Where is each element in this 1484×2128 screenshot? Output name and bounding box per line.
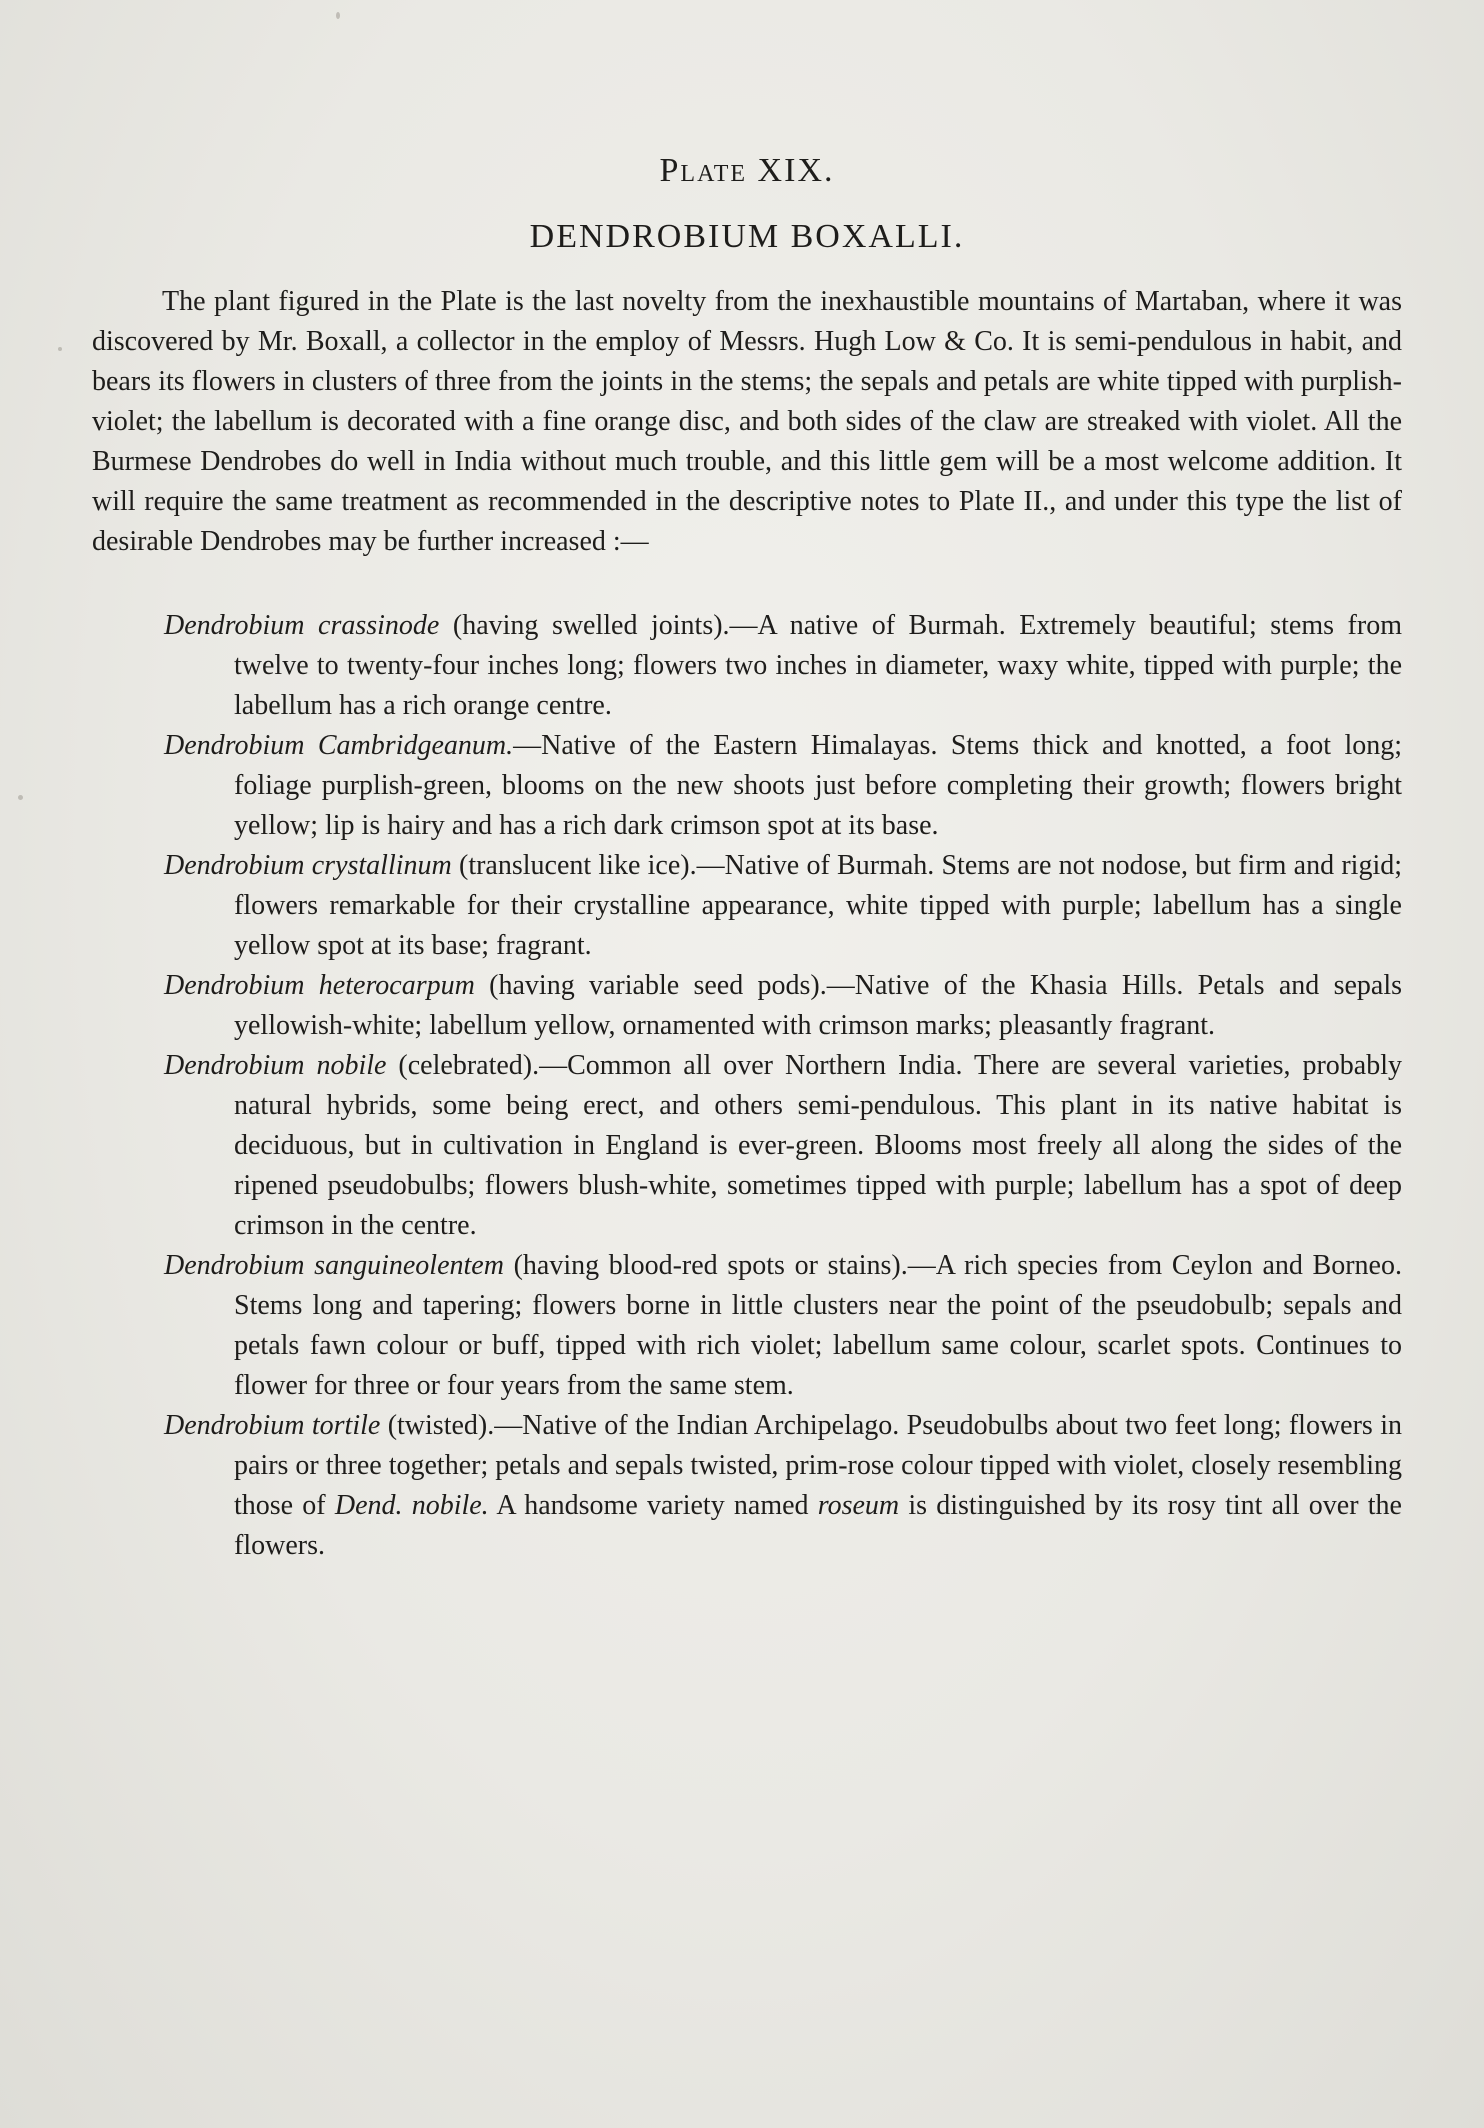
- species-description: A handsome variety named: [488, 1490, 818, 1521]
- species-description: (having swelled joints).—A native of Burmah. Extremely beautiful; stems from twelve to twenty-four inches long; flowers two inches in diameter, waxy white, tipped with purple; the labellum has a rich orange centre.: [234, 610, 1402, 721]
- plate-number: Plate XIX.: [659, 152, 835, 189]
- species-entry: [164, 846, 1402, 966]
- species-entry: [164, 966, 1402, 1046]
- species-name: Dendrobium nobile: [164, 1050, 387, 1081]
- variety-name: roseum: [817, 1490, 900, 1521]
- paper-blemish: [58, 347, 62, 351]
- species-name: Dendrobium heterocarpum: [164, 970, 475, 1001]
- species-entry: [164, 1046, 1402, 1246]
- species-entry: [164, 1246, 1402, 1406]
- species-name: Dendrobium tortile: [164, 1410, 381, 1441]
- intro-paragraph: The plant figured in the Plate is the last novelty from the inexhaustible mountains of Martaban, where it was discovered by Mr. Boxall, a collector in the employ of Messrs. Hugh Low & Co. It is semi-pendulous in habit, and bears its flowers in clusters of three from the joints in the stems; the sepals and petals are white tipped with purplish-violet; the labellum is decorated with a fine orange disc, and both sides of the claw are streaked with violet. All the Burmese Dendrobes do well in India without much trouble, and this little gem will be a most welcome addition. It will require the same treatment as recommended in the descriptive notes to Plate II., and under this type the list of desirable Dendrobes may be further increased :—: [92, 286, 1402, 557]
- species-description: (having blood-red spots or stains).—A rich species from Ceylon and Borneo. Stems long and tapering; flowers borne in little clusters near the point of the pseudobulb; sepals and petals fawn colour or buff, tipped with rich violet; labellum same colour, scarlet spots. Continues to flower for three or four years from the same stem.: [234, 1250, 1402, 1401]
- species-entry: [164, 606, 1402, 726]
- species-name: Dendrobium crassinode: [164, 610, 440, 641]
- page-content: [92, 148, 1402, 1566]
- species-description: is distinguished by its rosy tint all over the flowers.: [234, 1490, 1402, 1561]
- species-name: Dendrobium Cambridgeanum.: [164, 730, 514, 761]
- species-name: Dendrobium sanguineolentem: [164, 1250, 504, 1281]
- page-title: DENDROBIUM BOXALLI.: [529, 218, 965, 255]
- species-description: (translucent like ice).—Native of Burmah. Stems are not nodose, but firm and rigid; flowers remarkable for their crystalline appearance, white tipped with purple; labellum has a single yellow spot at its base; fragrant.: [234, 850, 1403, 961]
- species-description: (celebrated).—Common all over Northern India. There are several varieties, probably natural hybrids, some being erect, and others semi-pendulous. This plant in its native habitat is deciduous, but in cultivation in England is ever-green. Blooms most freely all along the sides of the ripened pseudobulbs; flowers blush-white, sometimes tipped with purple; labellum has a spot of deep crimson in the centre.: [234, 1050, 1402, 1241]
- species-description: (having variable seed pods).—Native of the Khasia Hills. Petals and sepals yellowish-white; labellum yellow, ornamented with crimson marks; pleasantly fragrant.: [234, 970, 1403, 1041]
- paper-blemish: [18, 795, 23, 800]
- species-entry: [164, 1406, 1402, 1566]
- species-description: (twisted).—Native of the Indian Archipelago. Pseudobulbs about two feet long; flowers in pairs or three together; petals and sepals twisted, prim-rose colour tipped with violet, closely resembling those of: [234, 1410, 1402, 1521]
- species-reference: Dend. nobile.: [334, 1490, 489, 1521]
- paper-blemish: [336, 12, 340, 19]
- species-description: —Native of the Eastern Himalayas. Stems thick and knotted, a foot long; foliage purplish-green, blooms on the new shoots just before completing their growth; flowers bright yellow; lip is hairy and has a rich dark crimson spot at its base.: [234, 730, 1402, 841]
- species-entry: [164, 726, 1402, 846]
- species-name: Dendrobium crystallinum: [164, 850, 452, 881]
- species-list: [92, 606, 1402, 1566]
